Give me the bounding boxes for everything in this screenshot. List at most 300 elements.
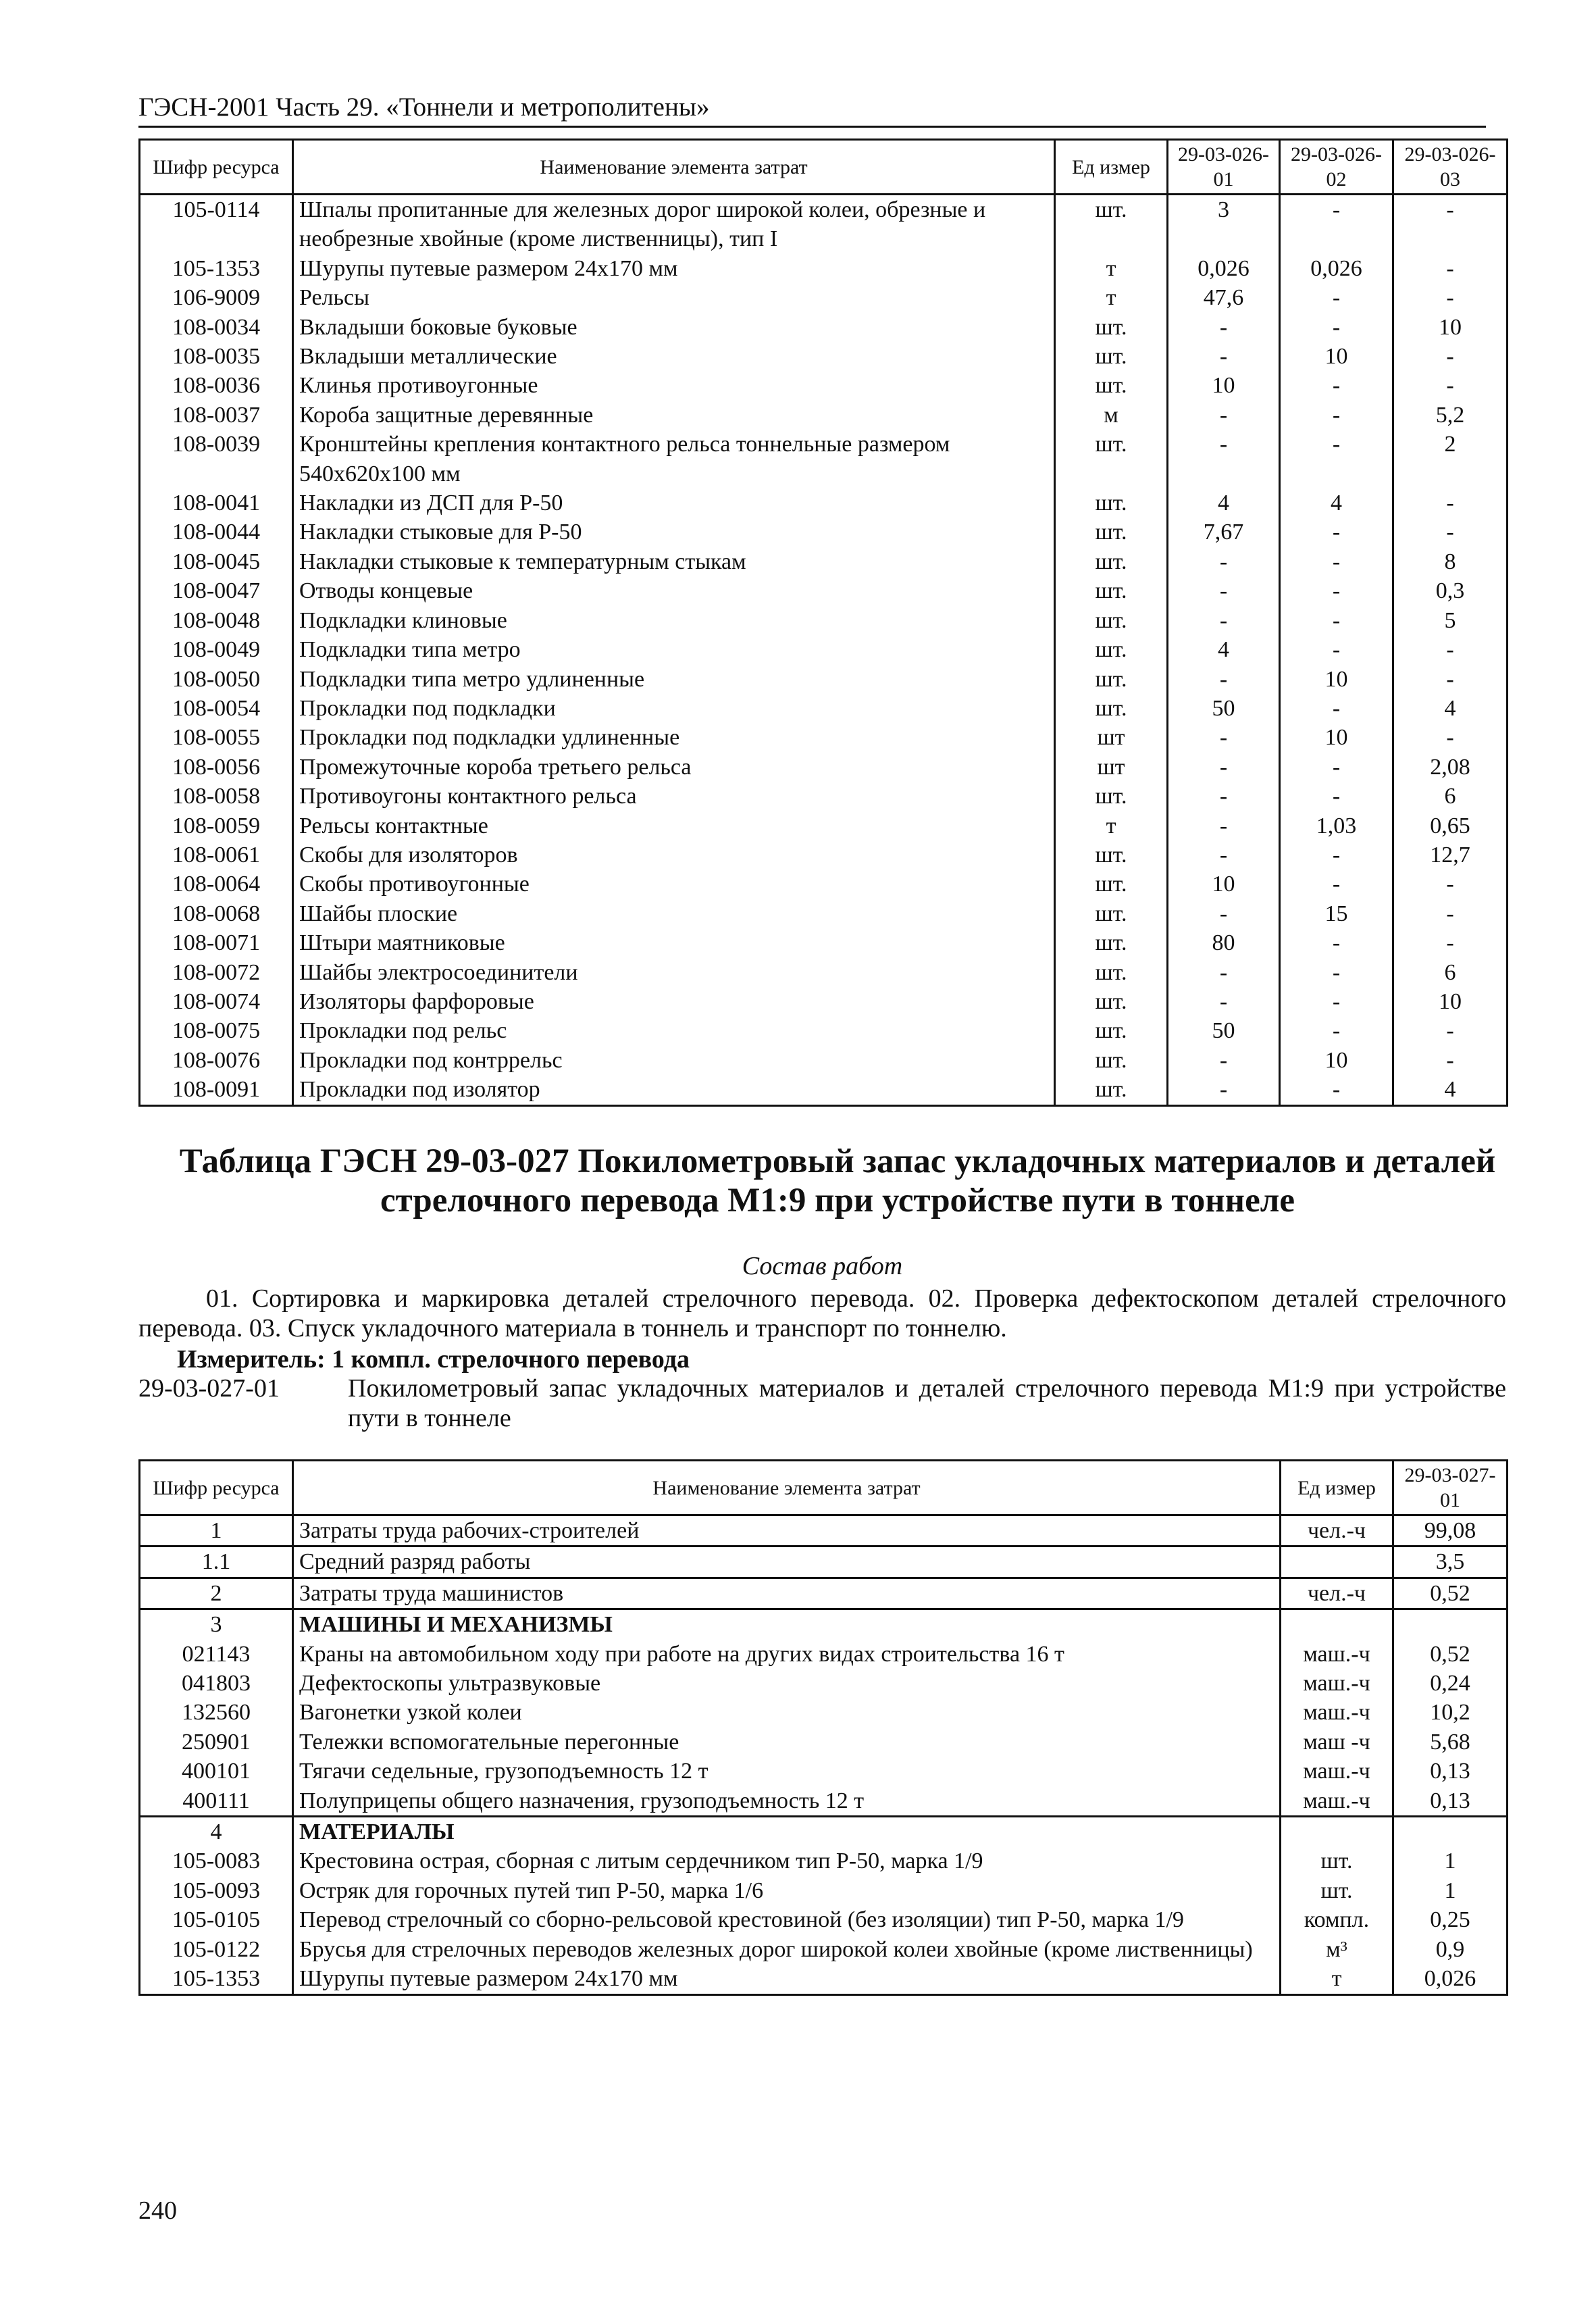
table-cell: 4 bbox=[1393, 1075, 1508, 1105]
table-cell: Скобы противоугонные bbox=[293, 870, 1055, 899]
table-cell bbox=[1281, 1817, 1393, 1847]
table-cell: 6 bbox=[1393, 958, 1508, 987]
table-cell: - bbox=[1168, 753, 1280, 782]
table-cell: шт. bbox=[1055, 430, 1168, 488]
table-cell: - bbox=[1280, 401, 1393, 430]
table-cell: 400111 bbox=[140, 1786, 293, 1817]
table-cell: Подкладки типа метро bbox=[293, 635, 1055, 664]
table-cell: 105-1353 bbox=[140, 1964, 293, 1994]
table-cell: 2,08 bbox=[1393, 753, 1508, 782]
table-cell: 021143 bbox=[140, 1640, 293, 1669]
table-cell: Брусья для стрелочных переводов железных дорог широкой колеи хвойные (кроме лиственницы) bbox=[293, 1935, 1281, 1964]
table-cell: шт. bbox=[1055, 694, 1168, 723]
table-cell: - bbox=[1280, 313, 1393, 342]
table-cell: - bbox=[1280, 1016, 1393, 1045]
table-cell: 47,6 bbox=[1168, 283, 1280, 312]
table-cell: 99,08 bbox=[1393, 1515, 1508, 1546]
table-cell: - bbox=[1393, 342, 1508, 371]
table-row bbox=[140, 840, 1508, 870]
table-cell: 250901 bbox=[140, 1728, 293, 1757]
table-cell: шт. bbox=[1055, 371, 1168, 400]
column-header: 29-03-026-01 bbox=[1168, 140, 1280, 195]
table-cell: - bbox=[1393, 870, 1508, 899]
table-cell: Скобы для изоляторов bbox=[293, 840, 1055, 870]
table-cell: 0,65 bbox=[1393, 811, 1508, 840]
table-cell: 0,13 bbox=[1393, 1786, 1508, 1817]
table-cell bbox=[1281, 1609, 1393, 1640]
table-cell: 2 bbox=[140, 1578, 293, 1609]
table-cell: Средний разряд работы bbox=[293, 1546, 1281, 1578]
table-cell: Подкладки типа метро удлиненные bbox=[293, 665, 1055, 694]
table-cell: Шайбы плоские bbox=[293, 899, 1055, 928]
table-cell: маш -ч bbox=[1281, 1728, 1393, 1757]
table-row bbox=[140, 811, 1508, 840]
table-cell: шт. bbox=[1281, 1846, 1393, 1876]
table-cell: - bbox=[1393, 488, 1508, 518]
column-header: Ед измер bbox=[1055, 140, 1168, 195]
table-cell: Подкладки клиновые bbox=[293, 606, 1055, 635]
table-row bbox=[140, 606, 1508, 635]
table-cell: - bbox=[1280, 928, 1393, 957]
table-row bbox=[140, 782, 1508, 811]
table-cell: 105-0114 bbox=[140, 195, 293, 254]
table-cell: - bbox=[1168, 401, 1280, 430]
table-cell: 108-0064 bbox=[140, 870, 293, 899]
table-header-row bbox=[140, 1461, 1508, 1515]
table-cell: Полуприцепы общего назначения, грузоподъемность 12 т bbox=[293, 1786, 1281, 1817]
table-cell: - bbox=[1393, 1016, 1508, 1045]
table-cell: 108-0074 bbox=[140, 987, 293, 1016]
running-head: ГЭСН-2001 Часть 29. «Тоннели и метрополитены» bbox=[138, 93, 710, 122]
table-cell: 108-0047 bbox=[140, 576, 293, 605]
table-row bbox=[140, 195, 1508, 254]
table-cell: Прокладки под подкладки удлиненные bbox=[293, 723, 1055, 752]
table-cell: 105-0093 bbox=[140, 1876, 293, 1905]
table-cell: - bbox=[1280, 694, 1393, 723]
table-cell: 0,52 bbox=[1393, 1640, 1508, 1669]
table-row bbox=[140, 1698, 1508, 1727]
table-cell: 50 bbox=[1168, 1016, 1280, 1045]
table-cell: - bbox=[1280, 606, 1393, 635]
table-cell: шт. bbox=[1055, 987, 1168, 1016]
table-cell: 3,5 bbox=[1393, 1546, 1508, 1578]
header-rule bbox=[138, 126, 1486, 128]
table-cell: Крестовина острая, сборная с литым сердечником тип Р-50, марка 1/9 bbox=[293, 1846, 1281, 1876]
table-cell: 108-0041 bbox=[140, 488, 293, 518]
table-cell: Шурупы путевые размером 24x170 мм bbox=[293, 1964, 1281, 1994]
table-row bbox=[140, 254, 1508, 283]
table-cell: 108-0036 bbox=[140, 371, 293, 400]
table-cell: 0,52 bbox=[1393, 1578, 1508, 1609]
table-cell: - bbox=[1393, 723, 1508, 752]
table-cell: 108-0037 bbox=[140, 401, 293, 430]
works-description: 01. Сортировка и маркировка деталей стрелочного перевода. 02. Проверка дефектоскопом деталей стрелочного перевода. 03. Спуск укладочного материала в тоннель и транспорт по тоннелю. bbox=[138, 1284, 1506, 1342]
table-row bbox=[140, 1817, 1508, 1847]
table-cell: 108-0034 bbox=[140, 313, 293, 342]
table-cell: 0,24 bbox=[1393, 1669, 1508, 1698]
table-cell: 105-0105 bbox=[140, 1905, 293, 1934]
table-cell: шт. bbox=[1055, 899, 1168, 928]
table-cell: Перевод стрелочный со сборно-рельсовой крестовиной (без изоляции) тип Р-50, марка 1/9 bbox=[293, 1905, 1281, 1934]
table-cell: компл. bbox=[1281, 1905, 1393, 1934]
table-cell: 041803 bbox=[140, 1669, 293, 1698]
table-cell: - bbox=[1168, 342, 1280, 371]
table-row bbox=[140, 1075, 1508, 1105]
table-cell: 0,25 bbox=[1393, 1905, 1508, 1934]
norm-code: 29-03-027-01 bbox=[138, 1374, 280, 1403]
table-cell: 10 bbox=[1168, 371, 1280, 400]
table-cell: Отводы концевые bbox=[293, 576, 1055, 605]
table-cell: 3 bbox=[140, 1609, 293, 1640]
table-row bbox=[140, 1935, 1508, 1964]
table-row bbox=[140, 958, 1508, 987]
table-cell: 1 bbox=[1393, 1876, 1508, 1905]
table-row bbox=[140, 1786, 1508, 1817]
table-cell: 108-0039 bbox=[140, 430, 293, 488]
table-cell: Прокладки под подкладки bbox=[293, 694, 1055, 723]
table-cell: 108-0048 bbox=[140, 606, 293, 635]
column-header: Шифр ресурса bbox=[140, 1461, 293, 1515]
table-row bbox=[140, 1016, 1508, 1045]
table-cell: Накладки стыковые к температурным стыкам bbox=[293, 547, 1055, 576]
table-cell: - bbox=[1280, 371, 1393, 400]
table-cell: - bbox=[1168, 782, 1280, 811]
table-cell: 108-0044 bbox=[140, 518, 293, 547]
column-header: 29-03-026-02 bbox=[1280, 140, 1393, 195]
table-cell: 10 bbox=[1280, 665, 1393, 694]
table-cell bbox=[1393, 1817, 1508, 1847]
table-cell: 0,9 bbox=[1393, 1935, 1508, 1964]
table-cell: Штыри маятниковые bbox=[293, 928, 1055, 957]
table-cell: Шпалы пропитанные для железных дорог широкой колеи, обрезные и необрезные хвойные (кроме лиственницы), тип I bbox=[293, 195, 1055, 254]
table-cell: 132560 bbox=[140, 1698, 293, 1727]
table-cell: 108-0049 bbox=[140, 635, 293, 664]
table-cell: 108-0055 bbox=[140, 723, 293, 752]
table-cell: - bbox=[1393, 928, 1508, 957]
table-cell: 108-0071 bbox=[140, 928, 293, 957]
table-cell: Вагонетки узкой колеи bbox=[293, 1698, 1281, 1727]
table-cell: 10 bbox=[1280, 342, 1393, 371]
table-row bbox=[140, 1046, 1508, 1075]
table-cell: Промежуточные короба третьего рельса bbox=[293, 753, 1055, 782]
table-cell: 108-0076 bbox=[140, 1046, 293, 1075]
table-cell: 10 bbox=[1168, 870, 1280, 899]
table-cell: 1 bbox=[1393, 1846, 1508, 1876]
table-cell: Изоляторы фарфоровые bbox=[293, 987, 1055, 1016]
table-cell: - bbox=[1280, 547, 1393, 576]
table-row bbox=[140, 283, 1508, 312]
table-cell: 4 bbox=[1393, 694, 1508, 723]
table-cell: шт. bbox=[1055, 1046, 1168, 1075]
table-cell: маш.-ч bbox=[1281, 1669, 1393, 1698]
table-cell: - bbox=[1280, 518, 1393, 547]
table-cell: - bbox=[1168, 313, 1280, 342]
resources-table-027 bbox=[138, 1459, 1508, 1996]
table-cell: шт. bbox=[1055, 313, 1168, 342]
table-cell: 4 bbox=[1168, 488, 1280, 518]
page-number: 240 bbox=[138, 2196, 177, 2225]
table-cell: Тележки вспомогательные перегонные bbox=[293, 1728, 1281, 1757]
table-cell: шт. bbox=[1055, 782, 1168, 811]
table-cell: 0,026 bbox=[1393, 1964, 1508, 1994]
table-cell: - bbox=[1168, 958, 1280, 987]
table-cell: Короба защитные деревянные bbox=[293, 401, 1055, 430]
table-row bbox=[140, 870, 1508, 899]
table-cell: 400101 bbox=[140, 1757, 293, 1786]
table-row bbox=[140, 1669, 1508, 1698]
table-row bbox=[140, 665, 1508, 694]
table-cell: 4 bbox=[1280, 488, 1393, 518]
table-cell: МАТЕРИАЛЫ bbox=[293, 1817, 1281, 1847]
table-row bbox=[140, 1876, 1508, 1905]
table-cell: 3 bbox=[1168, 195, 1280, 254]
table-row bbox=[140, 928, 1508, 957]
table-cell: 105-0122 bbox=[140, 1935, 293, 1964]
table-cell: 5,68 bbox=[1393, 1728, 1508, 1757]
table-cell: 10 bbox=[1280, 1046, 1393, 1075]
table-cell: 7,67 bbox=[1168, 518, 1280, 547]
table-cell: 10,2 bbox=[1393, 1698, 1508, 1727]
table-cell: - bbox=[1280, 576, 1393, 605]
table-cell: чел.-ч bbox=[1281, 1578, 1393, 1609]
table-cell: 108-0059 bbox=[140, 811, 293, 840]
table-row bbox=[140, 401, 1508, 430]
table-row bbox=[140, 371, 1508, 400]
table-row bbox=[140, 488, 1508, 518]
table-cell: т bbox=[1055, 254, 1168, 283]
table-cell: 15 bbox=[1280, 899, 1393, 928]
table-cell: - bbox=[1280, 782, 1393, 811]
table-row bbox=[140, 1578, 1508, 1609]
table-cell: 8 bbox=[1393, 547, 1508, 576]
table-cell: 108-0045 bbox=[140, 547, 293, 576]
table-cell: шт. bbox=[1281, 1876, 1393, 1905]
table-cell: Остряк для горочных путей тип Р-50, марка 1/6 bbox=[293, 1876, 1281, 1905]
table-cell: 1.1 bbox=[140, 1546, 293, 1578]
table-cell: Прокладки под контррельс bbox=[293, 1046, 1055, 1075]
table-cell: - bbox=[1280, 958, 1393, 987]
table-cell: 108-0068 bbox=[140, 899, 293, 928]
table-cell bbox=[1393, 1609, 1508, 1640]
table-row bbox=[140, 1846, 1508, 1876]
table-cell: маш.-ч bbox=[1281, 1698, 1393, 1727]
table-cell: - bbox=[1168, 723, 1280, 752]
table-cell: 10 bbox=[1393, 313, 1508, 342]
table-row bbox=[140, 430, 1508, 488]
table-cell: 80 bbox=[1168, 928, 1280, 957]
table-row bbox=[140, 987, 1508, 1016]
table-cell: - bbox=[1393, 899, 1508, 928]
table-row bbox=[140, 1640, 1508, 1669]
table-cell: Тягачи седельные, грузоподъемность 12 т bbox=[293, 1757, 1281, 1786]
table-cell: - bbox=[1168, 1075, 1280, 1105]
column-header: Ед измер bbox=[1281, 1461, 1393, 1515]
table-cell: 108-0091 bbox=[140, 1075, 293, 1105]
table-cell: - bbox=[1168, 811, 1280, 840]
table-cell: - bbox=[1280, 870, 1393, 899]
table-cell: шт. bbox=[1055, 665, 1168, 694]
norm-description: Покилометровый запас укладочных материалов и деталей стрелочного перевода М1:9 при устройстве пути в тоннеле bbox=[348, 1374, 1506, 1432]
table-cell: шт. bbox=[1055, 1016, 1168, 1045]
table-cell: - bbox=[1280, 840, 1393, 870]
table-cell: 108-0058 bbox=[140, 782, 293, 811]
table-cell: 5,2 bbox=[1393, 401, 1508, 430]
table-cell: - bbox=[1168, 1046, 1280, 1075]
table-cell: 50 bbox=[1168, 694, 1280, 723]
table-cell: Вкладыши металлические bbox=[293, 342, 1055, 371]
table-title: Таблица ГЭСН 29-03-027 Покилометровый запас укладочных материалов и деталей стрелочного перевода М1:9 при устройстве пути в тоннеле bbox=[179, 1142, 1496, 1219]
table-cell: 105-0083 bbox=[140, 1846, 293, 1876]
table-cell: - bbox=[1280, 283, 1393, 312]
table-cell: шт bbox=[1055, 753, 1168, 782]
table-cell: 6 bbox=[1393, 782, 1508, 811]
table-cell: - bbox=[1393, 518, 1508, 547]
table-cell: 10 bbox=[1280, 723, 1393, 752]
table-cell: 105-1353 bbox=[140, 254, 293, 283]
table-cell: Противоугоны контактного рельса bbox=[293, 782, 1055, 811]
table-cell: Шайбы электросоединители bbox=[293, 958, 1055, 987]
table-cell: 108-0050 bbox=[140, 665, 293, 694]
table-cell: Рельсы контактные bbox=[293, 811, 1055, 840]
table-cell: - bbox=[1393, 371, 1508, 400]
table-cell: 2 bbox=[1393, 430, 1508, 488]
table-cell: - bbox=[1280, 753, 1393, 782]
table-cell: - bbox=[1168, 430, 1280, 488]
table-row bbox=[140, 1905, 1508, 1934]
table-cell: шт. bbox=[1055, 840, 1168, 870]
table-cell: шт. bbox=[1055, 606, 1168, 635]
table-cell: 10 bbox=[1393, 987, 1508, 1016]
table-row bbox=[140, 1515, 1508, 1546]
table-cell: 5 bbox=[1393, 606, 1508, 635]
table-cell: маш.-ч bbox=[1281, 1640, 1393, 1669]
table-cell: - bbox=[1280, 635, 1393, 664]
composition-heading: Состав работ bbox=[742, 1252, 903, 1280]
column-header: Наименование элемента затрат bbox=[293, 140, 1055, 195]
table-cell: 106-9009 bbox=[140, 283, 293, 312]
table-cell: шт. bbox=[1055, 195, 1168, 254]
table-cell: 108-0072 bbox=[140, 958, 293, 987]
table-row bbox=[140, 1609, 1508, 1640]
table-cell: - bbox=[1168, 987, 1280, 1016]
table-cell: - bbox=[1280, 1075, 1393, 1105]
table-cell: шт. bbox=[1055, 518, 1168, 547]
table-cell: шт. bbox=[1055, 488, 1168, 518]
table-row bbox=[140, 313, 1508, 342]
resources-table-026 bbox=[138, 139, 1508, 1107]
table-cell: Накладки из ДСП для Р-50 bbox=[293, 488, 1055, 518]
table-cell: м bbox=[1055, 401, 1168, 430]
table-cell: 1 bbox=[140, 1515, 293, 1546]
table-cell: 4 bbox=[1168, 635, 1280, 664]
table-cell: - bbox=[1280, 987, 1393, 1016]
table-row bbox=[140, 753, 1508, 782]
table-cell: шт. bbox=[1055, 547, 1168, 576]
table-row bbox=[140, 1728, 1508, 1757]
table-row bbox=[140, 518, 1508, 547]
table-cell: - bbox=[1168, 899, 1280, 928]
table-cell: МАШИНЫ И МЕХАНИЗМЫ bbox=[293, 1609, 1281, 1640]
table-cell: т bbox=[1055, 811, 1168, 840]
table-cell: чел.-ч bbox=[1281, 1515, 1393, 1546]
table-cell: - bbox=[1168, 547, 1280, 576]
table-cell: - bbox=[1168, 576, 1280, 605]
table-cell: шт. bbox=[1055, 958, 1168, 987]
table-cell: - bbox=[1280, 430, 1393, 488]
table-cell: - bbox=[1168, 665, 1280, 694]
table-cell: Прокладки под рельс bbox=[293, 1016, 1055, 1045]
table-cell: Клинья противоугонные bbox=[293, 371, 1055, 400]
table-cell: Краны на автомобильном ходу при работе на других видах строительства 16 т bbox=[293, 1640, 1281, 1669]
table-cell: - bbox=[1393, 283, 1508, 312]
table-cell: - bbox=[1280, 195, 1393, 254]
table-cell: 108-0054 bbox=[140, 694, 293, 723]
table-cell: 0,026 bbox=[1280, 254, 1393, 283]
column-header: 29-03-027-01 bbox=[1393, 1461, 1508, 1515]
table-cell: т bbox=[1055, 283, 1168, 312]
table-cell: м³ bbox=[1281, 1935, 1393, 1964]
table-cell: маш.-ч bbox=[1281, 1786, 1393, 1817]
table-cell: Дефектоскопы ультразвуковые bbox=[293, 1669, 1281, 1698]
table-cell: - bbox=[1393, 254, 1508, 283]
table-row bbox=[140, 1964, 1508, 1994]
table-cell: т bbox=[1281, 1964, 1393, 1994]
table-cell: маш.-ч bbox=[1281, 1757, 1393, 1786]
table-cell: 108-0056 bbox=[140, 753, 293, 782]
table-cell: шт. bbox=[1055, 342, 1168, 371]
column-header: 29-03-026-03 bbox=[1393, 140, 1508, 195]
table-cell: 12,7 bbox=[1393, 840, 1508, 870]
table-row bbox=[140, 694, 1508, 723]
table-row bbox=[140, 635, 1508, 664]
table-cell: - bbox=[1393, 195, 1508, 254]
table-cell: шт bbox=[1055, 723, 1168, 752]
table-cell: - bbox=[1393, 1046, 1508, 1075]
column-header: Шифр ресурса bbox=[140, 140, 293, 195]
table-cell: Прокладки под изолятор bbox=[293, 1075, 1055, 1105]
table-cell: Вкладыши боковые буковые bbox=[293, 313, 1055, 342]
table-cell: - bbox=[1393, 665, 1508, 694]
table-cell: - bbox=[1393, 635, 1508, 664]
measure-unit: Измеритель: 1 компл. стрелочного перевода bbox=[177, 1345, 690, 1374]
table-row bbox=[140, 1546, 1508, 1578]
table-cell: шт. bbox=[1055, 928, 1168, 957]
table-cell: 108-0075 bbox=[140, 1016, 293, 1045]
table-cell: шт. bbox=[1055, 1075, 1168, 1105]
table-cell: Шурупы путевые размером 24x170 мм bbox=[293, 254, 1055, 283]
table-cell: 108-0035 bbox=[140, 342, 293, 371]
table-cell: 1,03 bbox=[1280, 811, 1393, 840]
table-row bbox=[140, 899, 1508, 928]
table-cell: 108-0061 bbox=[140, 840, 293, 870]
table-cell bbox=[1281, 1546, 1393, 1578]
table-row bbox=[140, 547, 1508, 576]
table-row bbox=[140, 723, 1508, 752]
table-cell: - bbox=[1168, 606, 1280, 635]
table-row bbox=[140, 1757, 1508, 1786]
table-cell: 0,13 bbox=[1393, 1757, 1508, 1786]
table-cell: 0,026 bbox=[1168, 254, 1280, 283]
table-cell: Кронштейны крепления контактного рельса тоннельные размером 540x620x100 мм bbox=[293, 430, 1055, 488]
table-cell: Накладки стыковые для Р-50 bbox=[293, 518, 1055, 547]
table-cell: Рельсы bbox=[293, 283, 1055, 312]
table-cell: - bbox=[1168, 840, 1280, 870]
table-cell: шт. bbox=[1055, 576, 1168, 605]
table-cell: шт. bbox=[1055, 635, 1168, 664]
table-header-row bbox=[140, 140, 1508, 195]
table-cell: 4 bbox=[140, 1817, 293, 1847]
table-row bbox=[140, 342, 1508, 371]
